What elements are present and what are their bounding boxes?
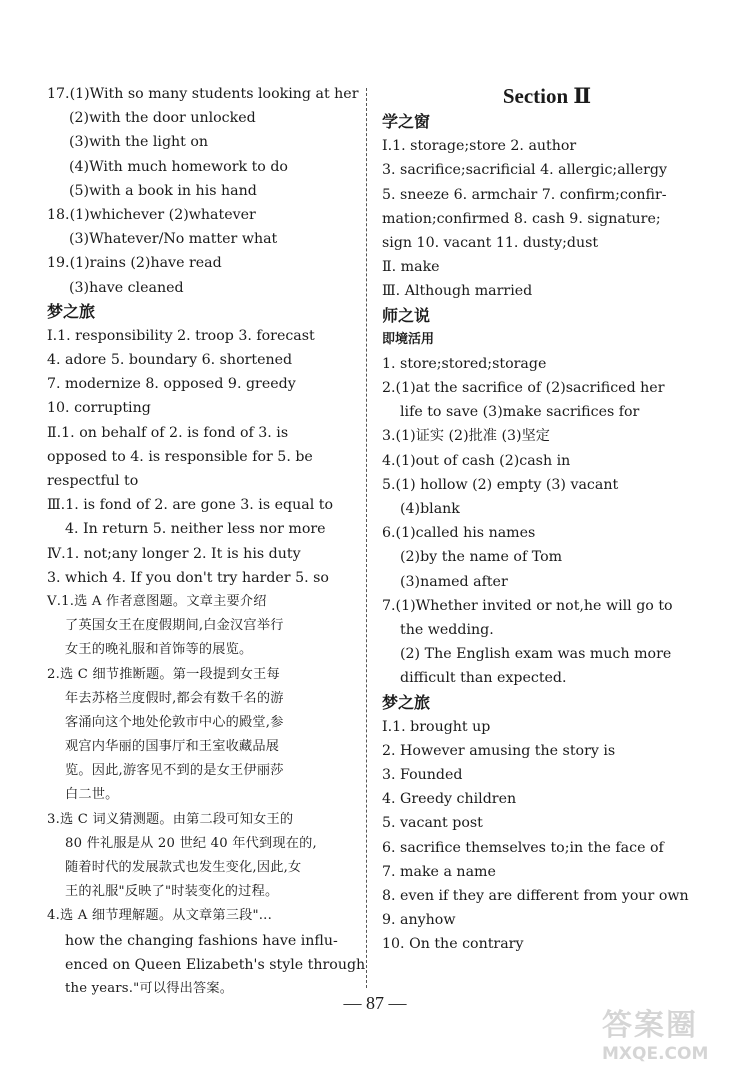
answer-line: 2.选 C 细节推断题。第一段提到女王每 xyxy=(47,666,280,682)
answer-line: 19.(1)rains (2)have read xyxy=(47,255,222,272)
answer-line: 7. modernize 8. opposed 9. greedy xyxy=(47,376,296,393)
answer-line: Ⅱ. make xyxy=(382,259,440,276)
answer-line: Ⅰ.1. responsibility 2. troop 3. forecast xyxy=(47,327,315,344)
answer-line: 80 件礼服是从 20 世纪 40 年代到现在的, xyxy=(65,835,317,851)
answer-line: 白二世。 xyxy=(65,787,119,803)
answer-line: how the changing fashions have influ- xyxy=(65,932,338,949)
answer-line: 客涌向这个地处伦敦市中心的殿堂,参 xyxy=(65,714,284,730)
answer-line: 4. Greedy children xyxy=(382,791,517,808)
answer-line: 5.(1) hollow (2) empty (3) vacant xyxy=(382,476,619,493)
answer-line: Ⅳ.1. not;any longer 2. It is his duty xyxy=(47,545,301,562)
answer-line: 了英国女王在度假期间,白金汉宫举行 xyxy=(65,618,284,634)
answer-line: (4)With much homework to do xyxy=(69,158,288,175)
answer-line: 4. In return 5. neither less nor more xyxy=(65,521,326,538)
answer-line: 9. anyhow xyxy=(382,912,456,929)
watermark-text-top: 答案圈 xyxy=(602,1008,698,1043)
answer-line: 7.(1)Whether invited or not,he will go to xyxy=(382,597,673,614)
answer-line: 10. corrupting xyxy=(47,400,151,417)
answer-line: 3. which 4. If you don't try harder 5. so xyxy=(47,569,329,586)
section-heading: 梦之旅 xyxy=(47,301,96,321)
answer-line: 览。因此,游客见不到的是女王伊丽莎 xyxy=(65,763,284,779)
answer-line: (3)Whatever/No matter what xyxy=(69,231,278,248)
answer-line: the wedding. xyxy=(400,621,494,638)
answer-line: 5. sneeze 6. armchair 7. confirm;confir- xyxy=(382,186,667,203)
column-divider xyxy=(366,88,367,988)
answer-line: 3.选 C 词义猜测题。由第二段可知女王的 xyxy=(47,811,294,827)
page-number: — 87 — xyxy=(343,993,407,1013)
answer-line: life to save (3)make sacrifices for xyxy=(400,404,640,421)
answer-line: 2.(1)at the sacrifice of (2)sacrificed her xyxy=(382,380,665,397)
answer-line: 王的礼服"反映了"时装变化的过程。 xyxy=(65,884,279,900)
answer-line: (2) The English exam was much more xyxy=(400,646,672,663)
answer-line: Ⅱ.1. on behalf of 2. is fond of 3. is xyxy=(47,424,289,441)
section-heading: 学之窗 xyxy=(382,112,431,131)
answer-line: Ⅴ.1.选 A 作者意图题。文章主要介绍 xyxy=(47,593,267,609)
answer-line: 5. vacant post xyxy=(382,815,483,832)
answer-line: (2)by the name of Tom xyxy=(400,549,563,566)
answer-line: 2. However amusing the story is xyxy=(382,742,616,759)
answer-line: 随着时代的发展款式也发生变化,因此,女 xyxy=(65,860,302,875)
answer-line: (4)blank xyxy=(400,501,460,517)
answer-line: 17.(1)With so many students looking at her xyxy=(47,86,359,102)
right-answer-body xyxy=(382,110,712,957)
answer-line: enced on Queen Elizabeth's style through xyxy=(65,956,366,973)
answer-line: mation;confirmed 8. cash 9. signature; xyxy=(382,210,661,227)
answer-line: (3)with the light on xyxy=(69,134,209,151)
answer-line: 年去苏格兰度假时,都会有数千名的游 xyxy=(65,690,284,706)
section-title: Section Ⅱ xyxy=(502,84,592,108)
answer-line: 4.选 A 细节理解题。从文章第三段"... xyxy=(47,908,272,924)
answer-line: 4.(1)out of cash (2)cash in xyxy=(382,452,571,469)
answer-line: opposed to 4. is responsible for 5. be xyxy=(47,448,313,465)
answer-line: sign 10. vacant 11. dusty;dust xyxy=(382,234,599,251)
watermark-text-bottom: MXQE.COM xyxy=(602,1044,709,1064)
answer-line: Ⅲ. Although married xyxy=(382,283,533,300)
answer-line: 7. make a name xyxy=(382,863,496,880)
answer-line: Ⅰ.1. storage;store 2. author xyxy=(382,138,577,155)
answer-line: (2)with the door unlocked xyxy=(69,110,256,127)
left-answer-column xyxy=(47,82,366,1001)
answer-line: 6.(1)called his names xyxy=(382,525,536,542)
answer-line: 6. sacrifice themselves to;in the face of xyxy=(382,839,664,856)
answer-line: 1. store;stored;storage xyxy=(382,355,547,372)
answer-line: 3. sacrifice;sacrificial 4. allergic;allergy xyxy=(382,162,668,179)
watermark-logo xyxy=(602,1000,742,1064)
answer-line: 18.(1)whichever (2)whatever xyxy=(47,206,256,223)
answer-line: (3)have cleaned xyxy=(69,279,184,296)
answer-line: respectful to xyxy=(47,473,139,489)
right-answer-column xyxy=(382,82,712,957)
answer-line: 女王的晚礼服和首饰等的展览。 xyxy=(65,642,253,658)
answer-line: (3)named after xyxy=(400,573,508,590)
answer-line: Ⅰ.1. brought up xyxy=(382,718,491,735)
answer-line: Ⅲ.1. is fond of 2. are gone 3. is equal to xyxy=(47,497,333,514)
answer-line: 观宫内华丽的国事厅和王室收藏品展 xyxy=(65,739,280,755)
answer-line: difficult than expected. xyxy=(400,670,567,687)
section-heading: 梦之旅 xyxy=(382,692,431,712)
answer-line: 10. On the contrary xyxy=(382,936,524,953)
answer-line: 4. adore 5. boundary 6. shortened xyxy=(47,352,293,369)
answer-line: 8. even if they are different from your own xyxy=(382,888,689,904)
answer-line: 3. Founded xyxy=(382,767,463,784)
section-heading: 师之说 xyxy=(382,305,431,325)
answer-line: the years."可以得出答案。 xyxy=(65,980,234,996)
subsection-heading: 即境活用 xyxy=(382,331,435,347)
answer-line: (5)with a book in his hand xyxy=(69,182,257,199)
answer-line: 3.(1)证实 (2)批准 (3)坚定 xyxy=(382,428,550,445)
